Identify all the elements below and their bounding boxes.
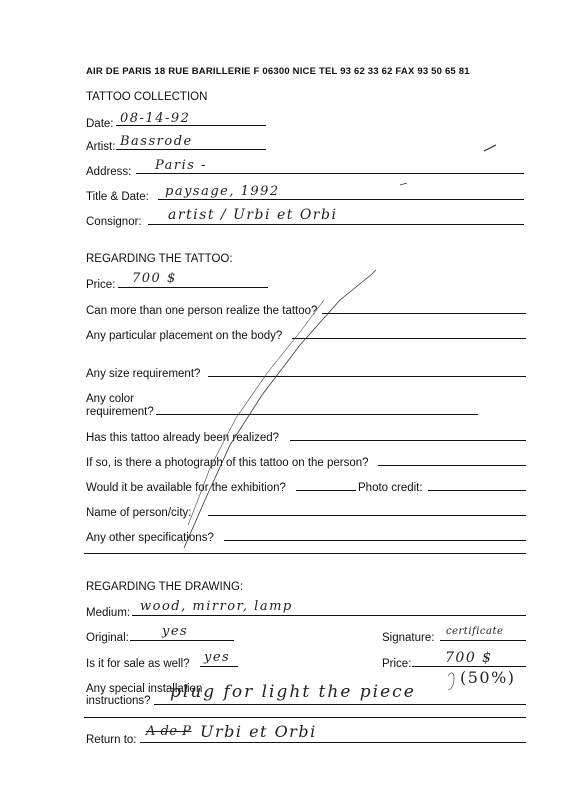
install-label-1: Any special installation [86, 683, 203, 695]
date-label: Date: [86, 118, 114, 130]
original-label: Original: [86, 632, 129, 644]
medium-value: wood, mirror, lamp [140, 599, 293, 614]
for-sale-value: yes [204, 650, 231, 665]
medium-label: Medium: [86, 607, 131, 619]
artist-value: Bassrode [120, 134, 193, 149]
q-color-1: Any color [86, 393, 134, 405]
tattoo-price-label: Price: [86, 279, 116, 291]
return-struck-value: A de P [146, 724, 192, 739]
q-color-2: requirement? [86, 406, 154, 418]
q-realized: Has this tattoo already been realized? [86, 432, 280, 444]
tattoo-heading: REGARDING THE TATTOO: [86, 253, 233, 265]
signature-label: Signature: [382, 632, 435, 644]
letterhead: AIR DE PARIS 18 RUE BARILLERIE F 06300 NICE TEL 93 62 33 62 FAX 93 50 65 81 [86, 66, 470, 77]
artist-label: Artist: [86, 141, 116, 153]
title-date-value: paysage, 1992 [165, 184, 280, 199]
form-title: TATTOO COLLECTION [86, 91, 208, 103]
photo-credit-label: Photo credit: [358, 482, 423, 494]
q-name-person: Name of person/city: [86, 507, 192, 519]
signature-value: certificate [446, 626, 504, 637]
consignor-value: artist / Urbi et Orbi [168, 207, 338, 223]
consignor-label: Consignor: [86, 216, 142, 228]
q-available: Would it be available for the exhibition? [86, 482, 286, 494]
drawing-price-note: (50%) [460, 668, 516, 687]
address-value: Paris - [155, 158, 207, 173]
return-label: Return to: [86, 734, 137, 746]
return-value: Urbi et Orbi [200, 722, 317, 741]
drawing-price-value: 700 $ [445, 650, 493, 666]
for-sale-label: Is it for sale as well? [86, 658, 190, 670]
drawing-heading: REGARDING THE DRAWING: [86, 581, 244, 593]
install-value: plug for light the piece [170, 682, 416, 702]
q-photograph: If so, is there a photograph of this tattoo on the person? [86, 457, 369, 469]
q-placement: Any particular placement on the body? [86, 330, 283, 342]
tattoo-price-value: 700 $ [132, 271, 177, 286]
install-label-2: instructions? [86, 695, 151, 707]
q-more-than-one: Can more than one person realize the tattoo? [86, 305, 318, 317]
date-value: 08-14-92 [120, 111, 191, 126]
title-date-label: Title & Date: [86, 191, 149, 203]
original-value: yes [162, 624, 189, 639]
q-size: Any size requirement? [86, 368, 201, 380]
address-label: Address: [86, 166, 132, 178]
drawing-price-label: Price: [382, 658, 412, 670]
q-other-specs: Any other specifications? [86, 532, 214, 544]
